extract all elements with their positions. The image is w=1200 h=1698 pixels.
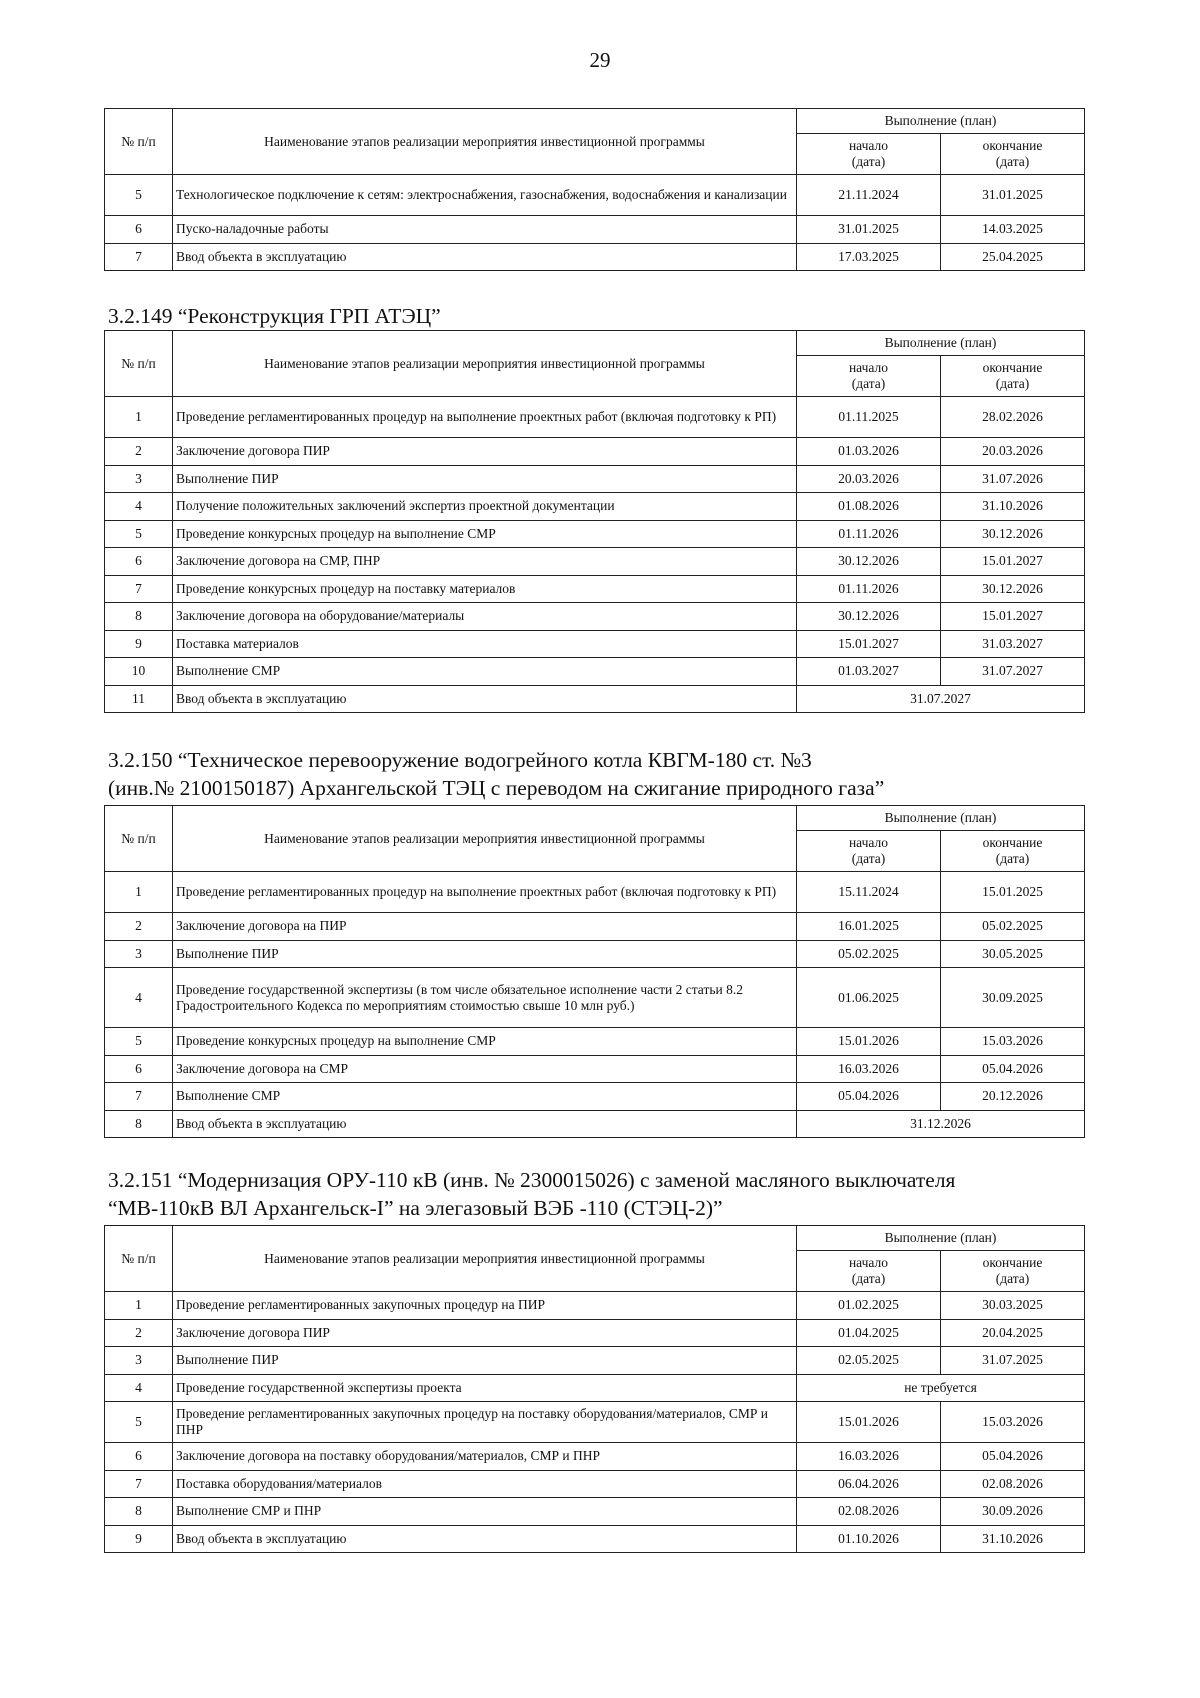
table-row: 4 Проведение государственной экспертизы (в том числе обязательное исполнение части 2 статьи 8.2 Градостроительного Кодекса по мероприятиям стоимостью свыше 10 млн руб.) 01.06.2025 30.09.2025 [105,968,1085,1028]
table-row: 2 Заключение договора ПИР 01.04.2025 20.04.2025 [105,1319,1085,1347]
table-row: 1 Проведение регламентированных закупочных процедур на ПИР 01.02.2025 30.03.2025 [105,1292,1085,1320]
header-start: начало (дата) [797,1251,941,1292]
table-row: 1 Проведение регламентированных процедур на выполнение проектных работ (включая подготовку к РП) 15.11.2024 15.01.2025 [105,872,1085,913]
header-name: Наименование этапов реализации мероприятия инвестиционной программы [173,806,797,872]
table-row: 8 Выполнение СМР и ПНР 02.08.2026 30.09.2026 [105,1498,1085,1526]
header-num: № п/п [105,109,173,175]
table-row: 9 Поставка материалов 15.01.2027 31.03.2027 [105,630,1085,658]
table-row: 6 Пуско-наладочные работы 31.01.2025 14.03.2025 [105,216,1085,244]
table-row: 11 Ввод объекта в эксплуатацию 31.07.2027 [105,685,1085,713]
header-plan: Выполнение (план) [797,331,1085,356]
header-start: начало (дата) [797,356,941,397]
table-row: 3 Выполнение ПИР 20.03.2026 31.07.2026 [105,465,1085,493]
table-row: 5 Проведение регламентированных закупочных процедур на поставку оборудования/материалов, СМР и ПНР 15.01.2026 15.03.2026 [105,1402,1085,1443]
header-name: Наименование этапов реализации мероприятия инвестиционной программы [173,109,797,175]
header-num: № п/п [105,331,173,397]
header-name: Наименование этапов реализации мероприятия инвестиционной программы [173,331,797,397]
header-name: Наименование этапов реализации мероприятия инвестиционной программы [173,1226,797,1292]
table-row: 9 Ввод объекта в эксплуатацию 01.10.2026 31.10.2026 [105,1525,1085,1553]
table-row: 2 Заключение договора ПИР 01.03.2026 20.03.2026 [105,438,1085,466]
stages-table-continued [104,108,1085,271]
table-row: 10 Выполнение СМР 01.03.2027 31.07.2027 [105,658,1085,686]
section-title-3-2-150: 3.2.150 “Техническое перевооружение водогрейного котла КВГМ-180 ст. №3 (инв.№ 2100150187) Архангельской ТЭЦ с переводом на сжигание природного газа” [108,748,885,800]
header-end: окончание (дата) [941,1251,1085,1292]
header-start: начало (дата) [797,831,941,872]
header-end: окончание (дата) [941,831,1085,872]
page-number: 29 [589,48,611,72]
table-row: 5 Проведение конкурсных процедур на выполнение СМР 15.01.2026 15.03.2026 [105,1028,1085,1056]
header-plan: Выполнение (план) [797,806,1085,831]
table-row: 7 Проведение конкурсных процедур на поставку материалов 01.11.2026 30.12.2026 [105,575,1085,603]
table-row: 6 Заключение договора на поставку оборудования/материалов, СМР и ПНР 16.03.2026 05.04.2026 [105,1443,1085,1471]
table-row: 6 Заключение договора на СМР 16.03.2026 05.04.2026 [105,1055,1085,1083]
header-num: № п/п [105,1226,173,1292]
stages-table-3-2-151 [104,1225,1085,1553]
table-row: 5 Проведение конкурсных процедур на выполнение СМР 01.11.2026 30.12.2026 [105,520,1085,548]
table-row: 7 Ввод объекта в эксплуатацию 17.03.2025 25.04.2025 [105,243,1085,271]
table-row: 6 Заключение договора на СМР, ПНР 30.12.2026 15.01.2027 [105,548,1085,576]
table-row: 1 Проведение регламентированных процедур на выполнение проектных работ (включая подготовку к РП) 01.11.2025 28.02.2026 [105,397,1085,438]
table-row: 4 Получение положительных заключений экспертиз проектной документации 01.08.2026 31.10.2026 [105,493,1085,521]
table-row: 7 Поставка оборудования/материалов 06.04.2026 02.08.2026 [105,1470,1085,1498]
header-end: окончание (дата) [941,356,1085,397]
header-num: № п/п [105,806,173,872]
header-plan: Выполнение (план) [797,1226,1085,1251]
table-row: 8 Ввод объекта в эксплуатацию 31.12.2026 [105,1110,1085,1138]
stages-table-3-2-149 [104,330,1085,713]
table-row: 3 Выполнение ПИР 02.05.2025 31.07.2025 [105,1347,1085,1375]
section-title-3-2-151: 3.2.151 “Модернизация ОРУ-110 кВ (инв. № 2300015026) с заменой масляного выключателя “МВ-110кВ ВЛ Архангельск-I” на элегазовый ВЭБ -110 (СТЭЦ-2)” [108,1168,956,1220]
section-title-3-2-149: 3.2.149 “Реконструкция ГРП АТЭЦ” [108,304,441,328]
table-row: 3 Выполнение ПИР 05.02.2025 30.05.2025 [105,940,1085,968]
header-start: начало (дата) [797,134,941,175]
table-row: 8 Заключение договора на оборудование/материалы 30.12.2026 15.01.2027 [105,603,1085,631]
table-row: 4 Проведение государственной экспертизы проекта не требуется [105,1374,1085,1402]
table-row: 7 Выполнение СМР 05.04.2026 20.12.2026 [105,1083,1085,1111]
header-end: окончание (дата) [941,134,1085,175]
table-row: 2 Заключение договора на ПИР 16.01.2025 05.02.2025 [105,913,1085,941]
stages-table-3-2-150 [104,805,1085,1138]
table-row: 5 Технологическое подключение к сетям: электроснабжения, газоснабжения, водоснабжения и канализации 21.11.2024 31.01.2025 [105,175,1085,216]
header-plan: Выполнение (план) [797,109,1085,134]
